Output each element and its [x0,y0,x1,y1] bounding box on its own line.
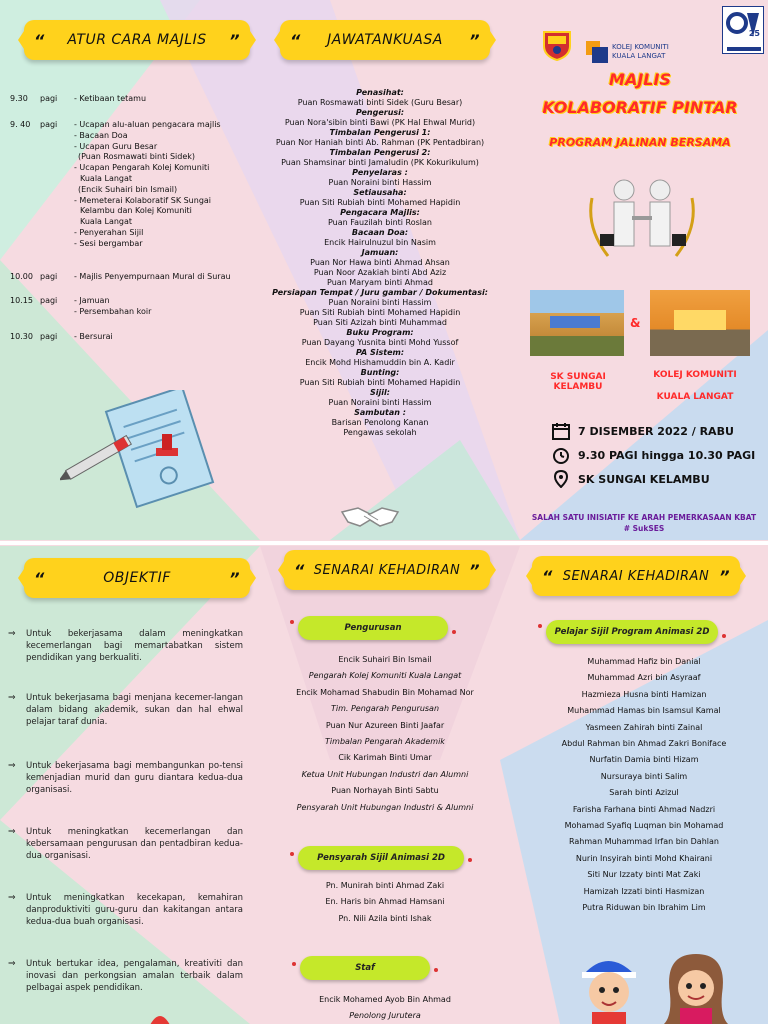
committee-member: Encik Hairulnuzul bin Nasim [324,238,436,247]
committee-role: PA Sistem: [355,348,405,357]
pelajar-label: Pelajar Sijil Program Animasi 2D [554,627,710,637]
objective-item [8,692,243,728]
schedule-item: - Memeterai Kolaboratif SK Sungai [74,195,212,205]
schedule-item: - Ucapan Guru Besar [74,141,158,151]
event-time-text: 9.30 PAGI hingga 10.30 PAGI [578,448,756,462]
calendar-icon [552,422,570,440]
kolej-komuniti-emblem-icon [586,41,608,63]
attendee-name: Encik Mohamed Ayob Bin Ahmad [319,995,451,1004]
schedule-period: pagi [40,94,58,103]
senarai-kehadiran-title-1: SENARAI KEHADIRAN [313,562,461,578]
pelajar-pill [546,620,718,644]
committee-role: Penyelaras : [352,168,408,177]
committee-member: Puan Siti Rubiah binti Mohamed Hapidin [299,198,461,207]
objective-text: Untuk bekerjasama bagi menjana kecemer-langan dalam bidang akademik, sukan dan hal ehwal pelajar taraf dunia. [26,693,243,727]
pensyarah-pill [298,846,464,870]
quote-open: “ [34,568,45,588]
logo-line-2: KUALA LANGAT [612,52,666,60]
business-handshake-illustration [582,168,702,268]
arrow-icon: ⇒ [8,893,16,903]
committee-member: Puan Maryam binti Ahmad [327,278,433,287]
quote-close: ” [469,560,480,580]
pensyarah-list [265,878,505,927]
quote-open: “ [34,30,45,50]
attendee-name: Puan Nur Azureen Binti Jaafar [325,720,445,730]
objective-item [8,958,243,994]
committee-member: Puan Noraini binti Hassim [328,178,432,187]
attendee-name: Pn. Nili Azila binti Ishak [338,913,432,923]
schedule-item: - Ucapan Pengarah Kolej Komuniti [74,163,210,173]
committee-member: Puan Nor Hawa binti Ahmad Ahsan [310,258,450,267]
schedule-time: 9. 40 [10,120,31,129]
committee-member: Barisan Penolong Kanan [331,418,429,427]
student-name: Sarah binti Azizul [609,788,679,798]
anniversary-25-logo [722,6,764,54]
committee-member: Puan Noraini binti Hassim [328,298,432,307]
pengurusan-pill [298,616,448,640]
quote-close: ” [229,30,240,50]
committee-member: Puan Noraini binti Hassim [328,398,432,407]
schedule-item: - Persembahan koir [74,306,152,316]
student-name: Muhammad Hamas bin Isamsul Kamal [567,706,721,716]
attendee-title: Ketua Unit Hubungan Industri dan Alumni [301,769,469,779]
committee-role: Pengacara Majlis: [340,208,420,217]
committee-member: Puan Fauzilah binti Roslan [328,218,432,227]
schedule-row [10,120,270,250]
arrow-icon: ⇒ [8,827,16,837]
atur-cara-title: ATUR CARA MAJLIS [67,32,207,48]
arrow-icon: ⇒ [8,959,16,969]
attendee-name: Encik Suhairi Bin Ismail [338,655,432,664]
quote-open: “ [542,566,553,586]
committee-member: Puan Siti Azizah binti Muhammad [313,318,447,327]
committee-member: Pengawas sekolah [343,428,417,437]
committee-role: Timbalan Pengerusi 2: [329,148,431,157]
committee-role: Buku Program: [346,328,414,337]
amp-symbol: & [630,316,641,330]
schedule-item: - Majlis Penyempurnaan Mural di Surau [74,272,231,281]
initiative-text [520,512,768,534]
event-time [552,446,755,464]
attendee-name: Cik Karimah Binti Umar [338,753,432,763]
schedule-time: 9.30 [10,94,28,103]
college-photo-caption-1: KOLEJ KOMUNITI [653,370,737,380]
quote-close: ” [229,568,240,588]
attendee-name: Puan Norhayah Binti Sabtu [331,786,439,796]
quote-open: “ [290,30,301,50]
schedule-time: 10.00 [10,272,33,281]
committee-role: Penasihat: [356,88,404,97]
student-name: Hazmieza Husna binti Hamizan [581,689,707,699]
student-name: Nurin Insyirah binti Mohd Khairani [575,853,713,863]
attendee-title: Tim. Pengarah Pengurusan [330,704,440,714]
attendee-title: Timbalan Pengarah Akademik [325,737,445,747]
student-name: Yasmeen Zahirah binti Zainal [585,722,703,732]
event-date [552,422,734,440]
committee-member: Puan Nora'sibin binti Bawi (PK Hal Ehwal Murid) [284,118,476,127]
committee-member: Puan Noor Azakiah binti Abd Aziz [313,268,447,277]
pensyarah-label: Pensyarah Sijil Animasi 2D [317,853,445,863]
title-kolaboratif: KOLABORATIF PINTAR [542,98,738,117]
committee-member: Puan Nor Haniah binti Ab. Rahman (PK Pentadbiran) [275,138,485,147]
event-date-text: 7 DISEMBER 2022 / RABU [578,424,734,438]
schedule-item: - Ucapan alu-aluan pengacara majlis [74,120,221,129]
kolej-komuniti-logo [586,38,696,66]
committee-member: Puan Shamsinar binti Jamaludin (PK Kokurikulum) [281,158,479,167]
student-name: Nursuraya binti Salim [600,771,688,781]
logo-line-1: KOLEJ KOMUNITI [612,43,669,51]
schedule-row [10,296,270,318]
title-majlis: MAJLIS [609,70,671,89]
objective-text: Untuk meningkatkan kecekapan, kemahiran danproduktiviti guru-guru dan kakitangan antara kedua-dua buah organisasi. [26,893,243,927]
student-name: Putra Riduwan bin Ibrahim Lim [582,903,706,913]
committee-list [255,88,505,438]
schedule-item: Kuala Langat [80,173,133,183]
document-pen-illustration [60,390,220,520]
student-name: Hamizah Izzati binti Hasmizan [583,886,705,896]
committee-member: Puan Dayang Yusnita binti Mohd Yussof [301,338,459,347]
committee-member: Puan Siti Rubiah binti Mohamed Hapidin [299,378,461,387]
selangor-crest-logo [540,28,574,62]
schedule-item: Kuala Langat [80,217,133,227]
staf-label: Staf [355,963,375,973]
schedule-item: - Jamuan [74,296,110,305]
student-name: Siti Nur Izzaty binti Mat Zaki [587,870,701,880]
quote-close: ” [719,566,730,586]
objective-text: Untuk bekerjasama bagi membangunkan po-tensi kemenjadian murid dan guru diantara kedua-dua organisasi. [26,761,243,795]
arrow-icon: ⇒ [8,693,16,703]
objective-item [8,826,243,862]
pelajar-list [528,654,760,917]
school-photo [530,290,624,356]
committee-member: Encik Mohd Hishamuddin bin A. Kadir [305,358,455,367]
pengurusan-label: Pengurusan [344,623,402,633]
schedule-period: pagi [40,120,58,129]
student-name: Abdul Rahman bin Ahmad Zakri Boniface [561,739,727,749]
attendee-name: Pn. Munirah binti Ahmad Zaki [325,881,445,890]
committee-role: Jamuan: [361,248,399,257]
schedule-period: pagi [40,272,58,281]
objektif-title: OBJEKTIF [103,570,171,586]
objective-item [8,892,243,928]
committee-member: Puan Rosmawati binti Sidek (Guru Besar) [297,98,463,107]
event-place [552,470,710,488]
attendee-name: En. Haris bin Ahmad Hamsani [325,897,445,907]
student-name: Muhammad Azri bin Asyraaf [587,673,701,683]
schedule-item: - Sesi bergambar [74,238,143,248]
committee-member: Puan Siti Rubiah binti Mohamed Hapidin [299,308,461,317]
attendee-title: Penolong Jurutera [349,1011,421,1021]
objective-text: Untuk meningkatkan kecemerlangan dan kebersamaan pengurusan dan pentadbiran kedua-dua organisasi. [26,827,243,861]
arrow-icon: ⇒ [8,629,16,639]
schedule-time: 10.30 [10,332,33,341]
attendee-title: Pengarah Kolej Komuniti Kuala Langat [308,671,462,681]
schedule-item: - Ketibaan tetamu [74,94,147,103]
committee-role: Setiausaha: [353,188,407,197]
committee-role: Persiapan Tempat / Juru gambar / Dokumentasi: [272,288,488,297]
staf-list [265,992,505,1024]
attendee-title: Pensyarah Unit Hubungan Industri & Alumni [296,802,474,812]
schedule-row [10,332,270,343]
anniversary-badge: 25 [748,29,760,38]
handshake-icon [340,500,400,530]
title-program: PROGRAM JALINAN BERSAMA [549,136,731,149]
schedule-item: Kelambu dan Kolej Komuniti [80,206,192,216]
quote-close: ” [469,30,480,50]
jawatankuasa-banner [280,20,490,60]
schedule-item: - Bacaan Doa [74,130,128,140]
arrow-icon: ⇒ [8,761,16,771]
student-name: Muhammad Hafiz bin Danial [587,657,701,666]
senarai-kehadiran-title-2: SENARAI KEHADIRAN [562,568,710,584]
senarai-kehadiran-banner-2 [532,556,740,596]
committee-role: Sambutan : [354,408,406,417]
committee-role: Sijil: [370,388,390,397]
schedule-item: - Bersurai [74,332,113,341]
school-photo-caption: SK SUNGAI KELAMBU [550,372,606,392]
atur-cara-banner [24,20,250,60]
college-photo [650,290,750,356]
quote-open: “ [294,560,305,580]
college-photo-caption-2: KUALA LANGAT [656,392,734,402]
objective-item [8,760,243,796]
jawatankuasa-title: JAWATANKUASA [327,32,443,48]
committee-role: Bacaan Doa: [351,228,409,237]
student-name: Rahman Muhammad Irfan bin Dahlan [569,837,719,847]
initiative-line-1: SALAH SATU INISIATIF KE ARAH PEMERKASAAN KBAT [531,513,757,522]
attendee-name: Encik Mohamad Shabudin Bin Mohamad Nor [296,687,474,697]
event-place-text: SK SUNGAI KELAMBU [578,472,710,486]
cartoon-characters-illustration [574,944,744,1024]
pengurusan-list [265,652,505,816]
objektif-banner [24,558,250,598]
student-name: Farisha Farhana binti Ahmad Nadzri [572,804,716,814]
schedule-item: (Encik Suhairi bin Ismail) [78,184,178,194]
schedule-time: 10.15 [10,296,33,305]
initiative-hashtag: # SukSES [623,524,665,533]
student-name: Nurfatin Damia binti Hizam [589,755,699,765]
schedule-item: (Puan Rosmawati binti Sidek) [78,152,196,162]
committee-role: Pengerusi: [355,108,405,117]
schedule-item: - Penyerahan Sijil [74,227,144,237]
schedule-period: pagi [40,296,58,305]
senarai-kehadiran-banner-1 [284,550,490,590]
decorative-red-shape [150,1010,170,1024]
schedule-row [10,94,270,105]
schedule-row [10,272,270,283]
alarm-clock-icon [552,446,570,464]
staf-pill [300,956,430,980]
schedule-period: pagi [40,332,58,341]
committee-role: Bunting: [360,368,400,377]
objective-item [8,628,243,664]
student-name: Mohamad Syafiq Luqman bin Mohamad [564,821,724,831]
objective-text: Untuk bertukar idea, pengalaman, kreativiti dan inovasi dan perkongsian amalan terbaik dalam pelbagai aspek pendidikan. [26,959,243,993]
location-pin-icon [552,470,570,488]
committee-role: Timbalan Pengerusi 1: [329,128,431,137]
objective-text: Untuk bekerjasama dalam meningkatkan kecemerlangan bagi memartabatkan sistem pendidikan yang berkualiti. [26,629,243,663]
